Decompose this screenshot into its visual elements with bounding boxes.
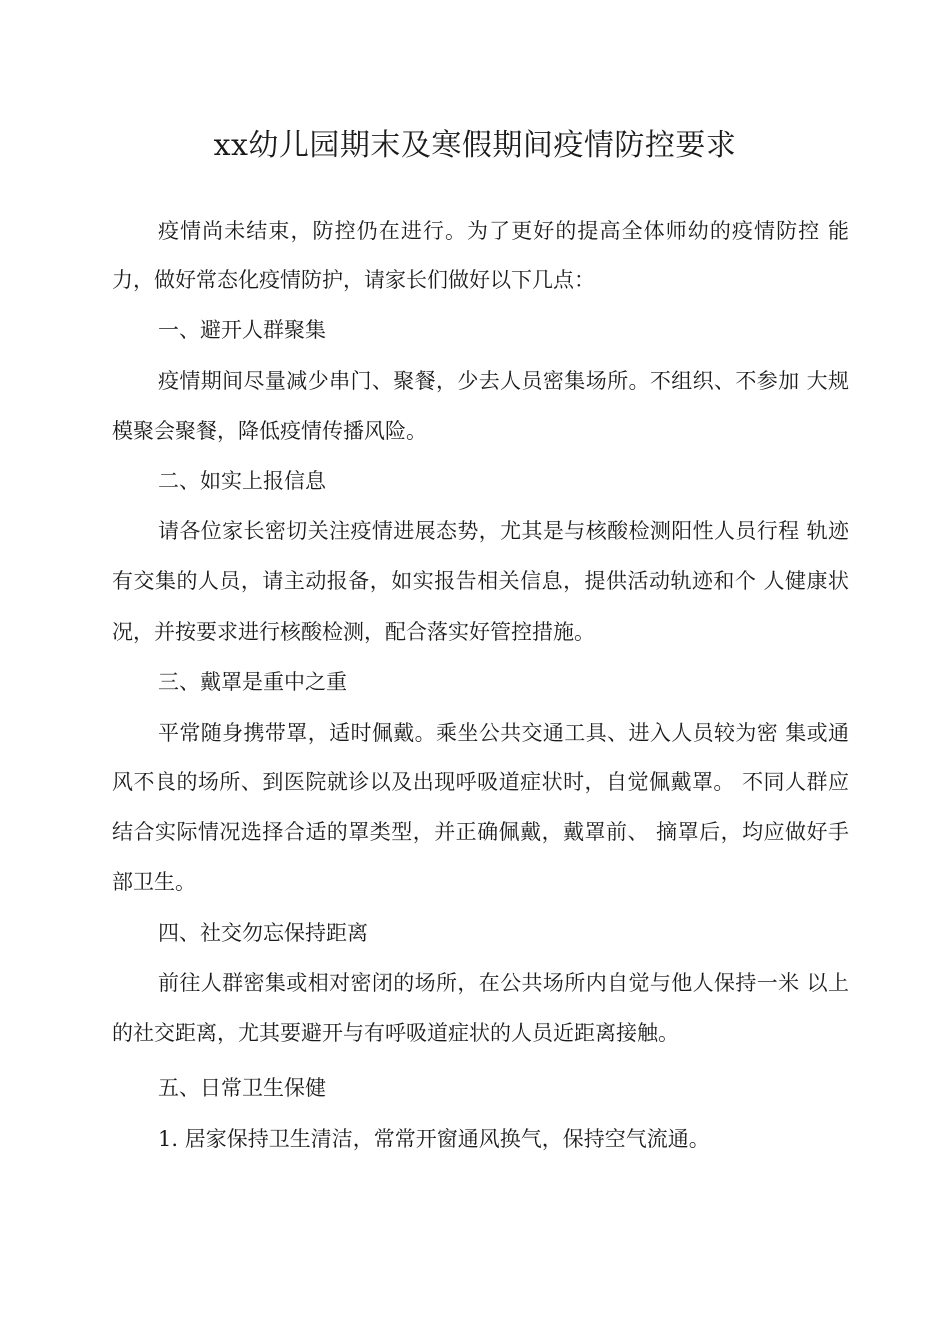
- paragraph-line: 结合实际情况选择合适的罩类型，并正确佩戴，戴罩前、 摘罩后，均应做好手: [112, 820, 849, 844]
- section-heading: 一、避开人群聚集: [158, 318, 326, 342]
- paragraph-line: 有交集的人员，请主动报备，如实报告相关信息，提供活动轨迹和个 人健康状: [112, 569, 849, 593]
- section-heading: 四、社交勿忘保持距离: [158, 921, 368, 945]
- section-heading: 五、日常卫生保健: [158, 1076, 326, 1100]
- paragraph-line: 风不良的场所、到医院就诊以及出现呼吸道症状时，自觉佩戴罩。 不同人群应: [112, 770, 849, 794]
- paragraph-line: 疫情尚未结束，防控仍在进行。为了更好的提高全体师幼的疫情防控 能: [158, 219, 849, 243]
- paragraph-line: 模聚会聚餐，降低疫情传播风险。: [112, 419, 427, 443]
- paragraph-line: 况，并按要求进行核酸检测，配合落实好管控措施。: [112, 620, 595, 644]
- section-heading: 二、如实上报信息: [158, 469, 326, 493]
- paragraph-line: 的社交距离，尤其要避开与有呼吸道症状的人员近距离接触。: [112, 1021, 679, 1045]
- paragraph-line: 请各位家长密切关注疫情进展态势，尤其是与核酸检测阳性人员行程 轨迹: [158, 519, 849, 543]
- document-title: xx幼儿园期末及寒假期间疫情防控要求: [213, 128, 737, 164]
- list-item: 1. 居家保持卫生清洁，常常开窗通风换气，保持空气流通。: [158, 1127, 710, 1151]
- paragraph-line: 前往人群密集或相对密闭的场所，在公共场所内自觉与他人保持一米 以上: [158, 971, 849, 995]
- section-heading: 三、戴罩是重中之重: [158, 670, 347, 694]
- paragraph-line: 部卫生。: [112, 870, 196, 894]
- paragraph-line: 平常随身携带罩，适时佩戴。乘坐公共交通工具、进入人员较为密 集或通: [158, 721, 849, 745]
- paragraph-line: 疫情期间尽量减少串门、聚餐，少去人员密集场所。不组织、不参加 大规: [158, 369, 849, 393]
- paragraph-line: 力，做好常态化疫情防护，请家长们做好以下几点：: [112, 268, 595, 292]
